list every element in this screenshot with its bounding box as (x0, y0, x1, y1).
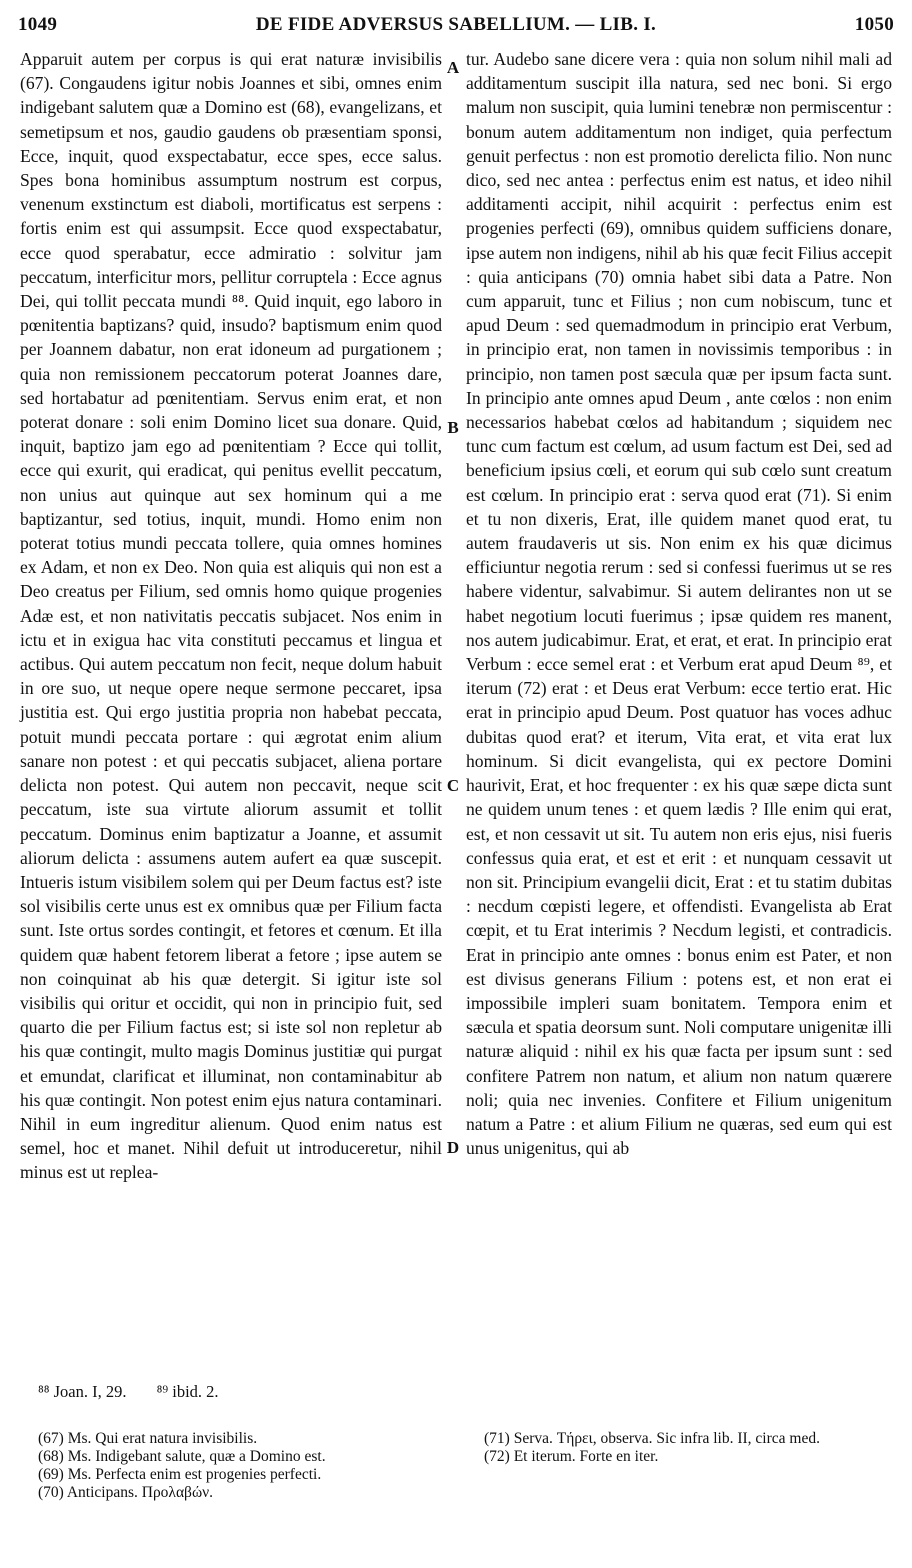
right-column (466, 47, 892, 1160)
footnote: (72) Et iterum. Forte en iter. (484, 1448, 659, 1465)
footnote: (71) Serva. Τήρει, observa. Sic infra lib. II, circa med. (484, 1430, 820, 1447)
footnote: (69) Ms. Perfecta enim est progenies perfecti. (38, 1466, 322, 1483)
scripture-ref: ⁸⁹ ibid. 2. (156, 1382, 219, 1401)
notes-right (484, 1430, 894, 1466)
margin-letter-b: B (447, 418, 459, 437)
scripture-ref: ⁸⁸ Joan. I, 29. (38, 1382, 127, 1401)
footnote: (70) Anticipans. Προλαβών. (38, 1484, 214, 1501)
page-number-left: 1049 (18, 14, 58, 35)
left-column (20, 47, 442, 1185)
page-number-right: 1050 (854, 14, 894, 35)
margin-letter-d: D (446, 1138, 460, 1157)
right-column-text: tur. Audebo sane dicere vera : quia non solum nihil mali ad additamentum suscipit illa natura, sed nec boni. Si ergo malum non suscipit, quia lumini tenebræ non permiscentur : bonum autem additamentum non indiget, quia perfectum genuit perfectus : non est promotio derelicta filio. Non nunc dico, sed nec antea : perfectus enim est natus, et ideo nihil additamenti accipit, nihil acquirit : perfectus enim est progenies perfecti (69), omnibus quidem sufficiens donare, ipse autem non indigens, nihil ab his quæ fecit Filius accepit : quia anticipans (70) omnia habet sibi data a Patre. Non cum apparuit, tunc et Filius ; non cum nobiscum, tunc et apud Deum : sed quemadmodum in principio erat Verbum, in principio erat, non tamen in novissimis temporibus : in principio, non tamen post sæcula quæ per ipsum facta sunt. In principio ante omnes apud Deum , ante cœlos : non enim necessarios habebat cœlos ad habitandum ; siquidem nec tunc cum factum est cœlum, ad usum factum est Dei, sed ad beneficium ipsius cœli, et eorum qui sub cœlo sunt creatum est cœlum. In principio erat : serva quod erat (71). Si enim et tu non dixeris, Erat, ille quidem manet quod erat, tu autem fraudaveris ut sis. Non enim ex his quæ dicimus efficiuntur negotia rerum : sed si confessi fuerimus ut se res habere videntur, salvabimur. Si autem delirantes non ut se habet negotium locuti fuerimus ; ipsæ quidem res manent, nos autem judicabimur. Erat, et erat, et erat. In principio erat Verbum : ecce semel erat : et Verbum erat apud Deum ⁸⁹, et iterum (72) erat : et Deus erat Verbum: ecce tertio erat. Hic erat in principio apud Deum. Post quatuor has voces adhuc dubitas quod erat? et iterum, Vita erat, et vita erat lux hominum. Si dicit evangelista, qui ex pectore Domini haurivit, Erat, et hoc frequenter : ex his quæ sæpe dicta sunt ne quidem unum tenes : et quem lædis ? Ille enim qui erat, est, et non cessavit ut sit. Tu autem non eris ejus, nisi fueris confessus quia erat, et est et erit : et nunquam cessavit ut non sit. Principium evangelii dicit, Erat : et tu statim dubitas : necdum cœpisti legere, et offendisti. Evangelista ab Erat cœpit, et tu Erat interimis ? Necdum legisti, et contradicis. Erat in principio ante omnes : bonus enim est Pater, et non est divisus generans Filium : potens est, et non erat ei impossibile impleri suam bonitatem. Tempora enim et sæcula et spatia deorsum sunt. Noli computare unigenitæ illi naturæ aliquid : nihil ex his quæ facta per ipsum sunt : sed confitere Patrem non natum, et alium non natum quærere noli; quia nec invenies. Confitere et Filium unigenitum natum a Patre : et alium Filium ne quæras, sed eum qui est unus unigenitus, qui ab (466, 49, 892, 1159)
left-column-text: Apparuit autem per corpus is qui erat naturæ invisibilis (67). Congaudens igitur nobis Joannes et sibi, omnes enim indigebant salutem quæ a Domino est (68), evangelizans, et semetipsum et nos, gaudio gaudens ob præsentiam sponsi, Ecce, inquit, quod exspectabatur, ecce spes, ecce salus. Spes bona hominibus assumptum nostrum est corpus, venenum exstinctum est diaboli, mortificatus est serpens : fortis enim est qui assumpsit. Ecce quod exspectabatur, ecce quod sperabatur, ecce admiratio : solvitur jam peccatum, interficitur mors, pellitur corruptela : Ecce agnus Dei, qui tollit peccata mundi ⁸⁸. Quid inquit, ego laboro in pœnitentia baptizans? quid, insudo? baptismum enim quod per Joannem dabatur, non erat idoneum ad purgationem ; quia non remissionem peccatorum poterat Joannes dare, sed hortabatur ad pœnitentiam. Servus enim erat, et non poterat donare : soli enim Domino licet sua donare. Quid, inquit, baptizo jam ego ad pœnitentiam ? Ecce qui tollit, ecce qui exurit, qui eradicat, qui penitus evellit peccatum, non unius aut quinque aut sex hominum qui a me baptizantur, sed totius, inquit, mundi. Homo enim non poterat totius mundi peccata tollere, quia omnes homines ex Adam, et non ex Deo. Non quia est aliquis qui non est a Deo creatus per Filium, sed omnis homo quique progenies Adæ est, et non nativitatis peccatis subjacet. Nos enim in ictu et in exigua hac vita constituti peccamus et lingua et actibus. Qui autem peccatum non fecit, neque dolum habuit in ore suo, ut neque opere neque sermone peccaret, ipsa justitia est. Qui ergo justitia propria non habebat peccata, potuit mundi peccata portare : qui ægrotat enim alium sanare non potest : et qui peccatis subjacet, aliena portare delicta non potest. Qui autem non peccavit, neque scit peccatum, iste sua virtute aliorum assumit et tollit peccatum. Dominus enim baptizatur a Joanne, et assumit aliorum delicta : assumens autem aufert ea quæ suscepit. Intueris istum visibilem solem qui per Deum factus est? iste sol visibilis certe unus est ex omnibus quæ per Filium facta sunt. Iste ortus sordes contingit, et fetores et cœnum. Et illa quidem quæ habent fetorem liberat a fetore ; ipse autem se non coinquinat ab his quæ detergit. Si igitur iste sol visibilis qui oritur et occidit, qui non in principio fuit, sed quarto die per Filium factus est; si iste sol non repletur ab his quæ contingit, multo magis Dominus justitiæ qui purgat et emundat, clarificat et illuminat, non contaminabitur ab his quæ contingit. Non potest enim ejus natura contaminari. Nihil in eum ingreditur alienum. Quod enim natus est semel, hoc et manet. Nihil defuit ut introduceretur, nihil minus est ut replea- (20, 49, 442, 1183)
footnote: (68) Ms. Indigebant salute, quæ a Domino est. (38, 1448, 326, 1465)
margin-letter-a: A (446, 58, 460, 77)
footnote: (67) Ms. Qui erat natura invisibilis. (38, 1430, 258, 1447)
running-title: DE FIDE ADVERSUS SABELLIUM. — LIB. I. (255, 14, 657, 35)
page-header (14, 8, 898, 38)
notes-left (38, 1430, 448, 1502)
scripture-references (38, 1382, 438, 1402)
margin-letter-c: C (446, 776, 460, 795)
